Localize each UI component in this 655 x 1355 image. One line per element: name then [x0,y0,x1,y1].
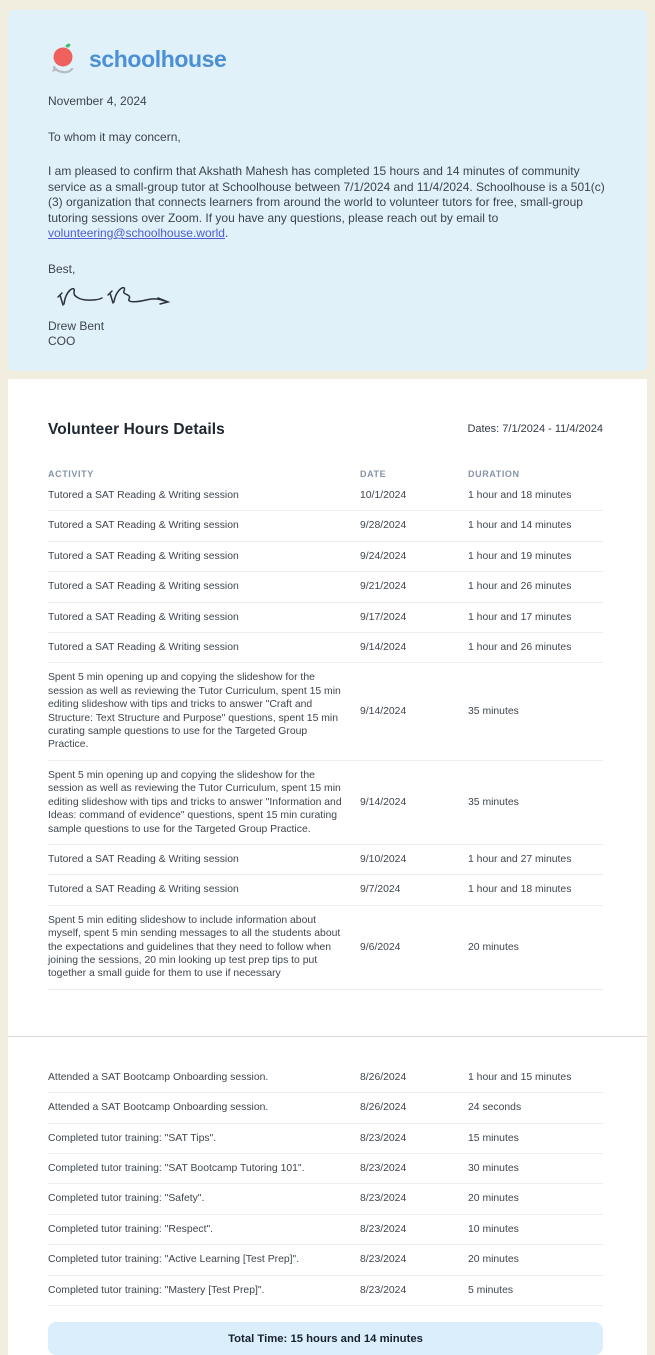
column-header-activity: ACTIVITY [48,469,94,479]
volunteer-hours-section [8,379,647,1355]
table-cell-date: 8/26/2024 [360,1071,407,1083]
table-cell-act: Attended a SAT Bootcamp Onboarding session. [48,1071,269,1083]
table-cell-date: 8/23/2024 [360,1223,407,1235]
brand-wordmark: schoolhouse [89,45,227,72]
table-row [48,761,603,845]
details-date-range: Dates: 7/1/2024 - 11/4/2024 [467,423,603,435]
hours-table-page2 [48,1063,603,1306]
table-cell-act: Tutored a SAT Reading & Writing session [48,884,239,896]
schoolhouse-globe-icon [48,42,80,76]
table-row [48,1154,603,1184]
table-cell-dur: 1 hour and 18 minutes [468,884,572,896]
table-cell-dur: 20 minutes [468,1254,519,1266]
table-cell-date: 8/23/2024 [360,1162,407,1174]
signer-title: COO [48,334,76,348]
table-cell-dur: 15 minutes [468,1132,519,1144]
table-cell-date: 9/7/2024 [360,884,401,896]
table-row [48,481,603,511]
table-cell-dur: 1 hour and 17 minutes [468,611,572,623]
table-cell-dur: 1 hour and 15 minutes [468,1071,572,1083]
table-cell-date: 9/28/2024 [360,520,407,532]
table-cell-act: Tutored a SAT Reading & Writing session [48,642,239,654]
table-cell-act: Tutored a SAT Reading & Writing session [48,550,239,562]
table-cell-dur: 20 minutes [468,941,519,953]
table-cell-act: Tutored a SAT Reading & Writing session [48,853,239,865]
table-cell-date: 9/6/2024 [360,941,401,953]
email-link[interactable]: volunteering@schoolhouse.world [48,226,225,240]
table-cell-act: Tutored a SAT Reading & Writing session [48,611,239,623]
letter-body-period: . [224,226,229,240]
table-cell-date: 8/23/2024 [360,1193,407,1205]
table-cell-dur: 1 hour and 19 minutes [468,550,572,562]
table-row [48,572,603,602]
table-cell-dur: 1 hour and 18 minutes [468,490,572,501]
table-row [48,1245,603,1275]
table-cell-dur: 35 minutes [468,796,519,808]
table-cell-dur: 1 hour and 27 minutes [468,853,572,865]
table-cell-dur: 1 hour and 26 minutes [468,581,572,593]
table-cell-date: 8/23/2024 [360,1254,407,1266]
table-cell-act: Completed tutor training: "Mastery [Test Prep]". [48,1284,265,1296]
column-header-duration: DURATION [468,469,520,479]
page-break-divider [8,1036,647,1037]
table-cell-dur: 1 hour and 14 minutes [468,520,572,532]
table-row [48,875,603,905]
letter-body-text: I am pleased to confirm that Akshath Mahesh has completed 15 hours and 14 minutes of community service as a small-group tutor at Schoolhouse between 7/1/2024 and 11/4/2024. Schoolhouse is a 501(c)(3) organization that connects learners from around the world to volunteer tutors for free, small-group tutoring sessions over Zoom. If you have any questions, please reach out by email to [48,164,605,225]
letter-date: November 4, 2024 [48,94,147,108]
letter-closing: Best, [48,261,76,276]
table-cell-dur: 24 seconds [468,1102,522,1114]
table-cell-date: 8/23/2024 [360,1132,407,1144]
table-row [48,603,603,633]
letter-salutation: To whom it may concern, [48,129,181,144]
table-cell-date: 9/21/2024 [360,581,407,593]
table-cell-act: Tutored a SAT Reading & Writing session [48,490,239,501]
table-cell-act: Completed tutor training: "Active Learning [Test Prep]". [48,1254,300,1266]
table-cell-act: Spent 5 min opening up and copying the slideshow for the session as well as reviewing the Tutor Curriculum, spent 15 min editing slideshow with tips and tricks to answer "Craft and Structure: Text Structure and Purpose" questions, spent 15 min curating sample questions to use for the Targeted Group Practice. [48,672,341,751]
table-row [48,1215,603,1245]
table-cell-act: Completed tutor training: "SAT Bootcamp Tutoring 101". [48,1162,305,1174]
table-cell-date: 8/26/2024 [360,1102,407,1114]
table-cell-act: Tutored a SAT Reading & Writing session [48,581,239,593]
table-cell-date: 9/14/2024 [360,705,407,717]
table-row [48,633,603,663]
table-row [48,1093,603,1123]
table-cell-act: Spent 5 min editing slideshow to include information about myself, spent 5 min sending messages to all the students about the expectations and guidelines that they need to follow when joining the sessions, 20 min looking up test prep tips to put together a small guide for them to use if necessary [48,914,341,980]
table-cell-act: Attended a SAT Bootcamp Onboarding session. [48,1102,269,1114]
table-cell-act: Spent 5 min opening up and copying the slideshow for the session as well as reviewing the Tutor Curriculum, spent 15 min editing slideshow with tips and tricks to answer "Information and Ideas: command of evidence" questions, spent 15 min curating sample questions to use for the Targeted Group Practice. [48,769,342,835]
table-cell-dur: 35 minutes [468,705,519,717]
letter-body [48,164,607,242]
table-row [48,511,603,541]
details-title: Volunteer Hours Details [48,421,225,438]
table-cell-date: 9/14/2024 [360,796,407,808]
table-cell-date: 8/23/2024 [360,1284,407,1296]
brand-logo [48,42,607,76]
table-row [48,542,603,572]
table-cell-dur: 1 hour and 26 minutes [468,642,572,654]
table-cell-date: 9/24/2024 [360,550,407,562]
table-cell-dur: 10 minutes [468,1223,519,1235]
column-header-date: DATE [360,469,387,479]
table-cell-date: 10/1/2024 [360,490,407,501]
table-cell-date: 9/14/2024 [360,642,407,654]
table-cell-date: 9/17/2024 [360,611,407,623]
table-row [48,906,603,990]
hours-table-page1 [48,481,603,990]
table-row [48,845,603,875]
table-cell-dur: 5 minutes [468,1284,514,1296]
table-cell-dur: 20 minutes [468,1193,519,1205]
total-time-badge [48,1322,603,1355]
signature-image [50,279,176,317]
table-cell-act: Completed tutor training: "Safety". [48,1193,205,1205]
table-row [48,663,603,760]
signer-name: Drew Bent [48,319,105,333]
table-cell-date: 9/10/2024 [360,853,407,865]
letter-section [8,10,647,371]
table-row [48,1124,603,1154]
table-cell-dur: 30 minutes [468,1162,519,1174]
table-cell-act: Completed tutor training: "SAT Tips". [48,1132,217,1144]
table-row [48,1184,603,1214]
table-row [48,1063,603,1093]
table-header-row [48,469,603,479]
details-header [48,421,603,439]
table-row [48,1276,603,1306]
total-time-text: Total Time: 15 hours and 14 minutes [228,1332,423,1345]
table-cell-act: Tutored a SAT Reading & Writing session [48,520,239,532]
table-cell-act: Completed tutor training: "Respect". [48,1223,214,1235]
